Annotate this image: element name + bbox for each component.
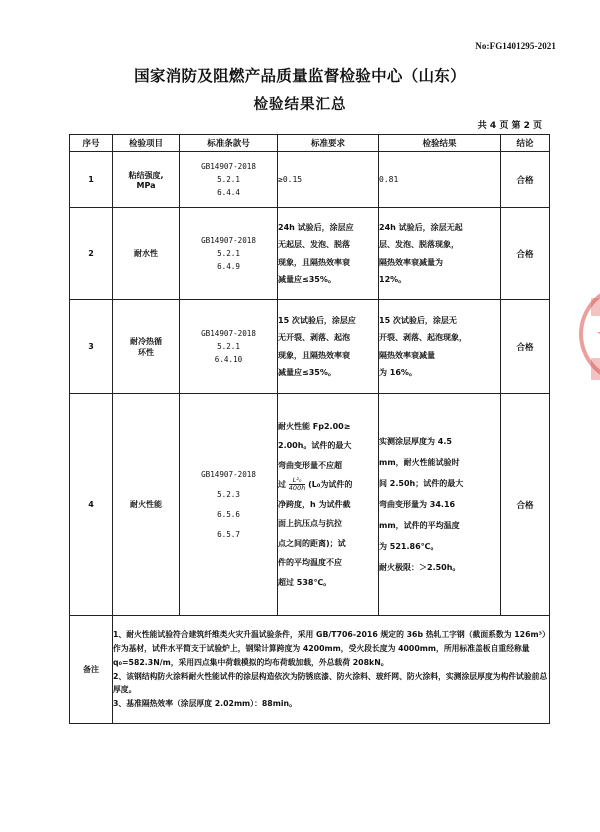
requirement-formula-line xyxy=(278,475,378,495)
result-line: 耐火极限：＞2.50h。 xyxy=(379,563,461,572)
row-verdict: 合格 xyxy=(501,152,550,208)
item-line: 耐火性能 xyxy=(130,500,162,509)
row-result xyxy=(379,208,501,300)
table-row xyxy=(70,394,550,616)
organization-title: 国家消防及阻燃产品质量监督检验中心（山东） xyxy=(134,67,466,85)
row-no: 1 xyxy=(70,152,113,208)
row-item xyxy=(113,208,180,300)
requirement-line: 无开裂、剥落、起泡 xyxy=(278,333,350,342)
item-line: 耐冷热循 xyxy=(130,336,162,346)
table-row xyxy=(70,152,550,208)
deflection-formula xyxy=(289,477,306,492)
header-item: 检验项目 xyxy=(113,135,180,152)
requirement-line: 2.00h。试件的最大 xyxy=(278,441,352,451)
header-result: 检验结果 xyxy=(379,135,501,152)
clause-line: GB14907-2018 xyxy=(201,162,256,171)
row-verdict: 合格 xyxy=(501,208,550,300)
row-clauses xyxy=(180,394,278,616)
clause-line: GB14907-2018 xyxy=(201,469,256,479)
clause-line: 6.4.10 xyxy=(214,355,243,364)
requirement-line: 无起层、发泡、脱落 xyxy=(278,240,350,249)
requirement-line: 点之间的距离)；试 xyxy=(278,538,346,548)
result-line: 实测涂层厚度为 4.5 xyxy=(379,437,452,446)
row-clauses xyxy=(180,208,278,300)
clause-line: 6.4.9 xyxy=(217,262,240,271)
result-line: mm，耐火性能试验时 xyxy=(379,458,460,467)
row-item xyxy=(113,300,180,394)
table-row xyxy=(70,208,550,300)
row-requirement xyxy=(278,208,379,300)
result-line: 0.81 xyxy=(379,174,399,184)
document-title: 检验结果汇总 xyxy=(253,97,347,113)
requirement-line: 15 次试验后，涂层应 xyxy=(278,315,356,325)
row-requirement xyxy=(278,394,379,616)
remark-item: 3、基准隔热效率（涂层厚度 2.02mm）：88min。 xyxy=(113,699,297,709)
requirement-line: 24h 试验后，涂层应 xyxy=(278,222,354,232)
report-number: No:FG1401295-2021 xyxy=(475,41,556,51)
result-line: 开裂、剥落、起泡现象， xyxy=(379,333,467,342)
official-seal-stamp xyxy=(577,262,600,412)
requirement-line: 件的平均温度不应 xyxy=(278,558,342,568)
clause-line: 5.2.1 xyxy=(217,249,240,258)
row-item xyxy=(113,394,180,616)
requirement-line: 耐火性能 Fp2.00≥ xyxy=(278,421,351,431)
row-verdict: 合格 xyxy=(501,394,550,616)
row-no: 3 xyxy=(70,300,113,394)
clause-line: 6.5.7 xyxy=(217,529,240,539)
row-no: 4 xyxy=(70,394,113,616)
clause-line: 5.2.1 xyxy=(217,342,240,351)
result-line: 间 2.50h；试件的最大 xyxy=(379,479,464,488)
remark-item: 2、该钢结构防火涂料耐火性能试件的涂层构造依次为防锈底漆、防火涂料、玻纤网、防火涂料，实测涂层厚度为构件试验前总厚度。 xyxy=(113,671,548,695)
row-requirement xyxy=(278,300,379,394)
header-verdict: 结论 xyxy=(501,135,550,152)
item-line: 粘结强度, xyxy=(128,170,164,180)
result-line: 隔热效率衰减量 xyxy=(379,350,435,360)
clause-line: GB14907-2018 xyxy=(201,236,256,245)
requirement-line: 超过 538℃。 xyxy=(278,577,332,587)
requirement-line: 面上抗压点与抗拉 xyxy=(278,519,342,529)
page-info: 共 4 页 第 2 页 xyxy=(477,121,542,131)
formula-suffix: (L₀为试件的 xyxy=(308,480,353,490)
header-no: 序号 xyxy=(70,135,113,152)
remark-item: 1、耐火性能试验符合建筑纤维类火灾升温试验条件，采用 GB/T706-2016 规定的 36b 热轧工字钢（截面系数为 126m³）作为基材，试件水平简支于试验炉上，钢梁计算跨度为 4200mm，受火段长度为 4000mm，所用标准盖板自重经称量 q₀=582.3N/m，采用四点集中荷载模拟的均布荷载加载，外总载荷 208kN。 xyxy=(113,630,546,667)
clause-line: 5.2.3 xyxy=(217,489,240,499)
result-line: 为 521.86℃。 xyxy=(379,542,439,551)
results-table xyxy=(69,134,550,724)
formula-numerator: L²₀ xyxy=(289,477,306,485)
result-line: mm，试件的平均温度 xyxy=(379,521,460,530)
row-clauses xyxy=(180,152,278,208)
row-result xyxy=(379,300,501,394)
result-line: 24h 试验后，涂层无起 xyxy=(379,222,463,232)
row-no: 2 xyxy=(70,208,113,300)
remarks-row xyxy=(70,616,550,724)
item-line: 环性 xyxy=(138,347,154,357)
remarks-content xyxy=(113,616,550,724)
clause-line: 5.2.1 xyxy=(217,175,240,184)
row-result xyxy=(379,394,501,616)
formula-denominator: 400h xyxy=(288,484,306,493)
requirement-line: 净跨度，h 为试件截 xyxy=(278,499,351,509)
formula-prefix: 过 xyxy=(278,480,286,490)
result-line: 弯曲变形量为 34.16 xyxy=(379,500,456,509)
item-line: MPa xyxy=(136,180,156,190)
result-line: 12%。 xyxy=(379,275,407,284)
requirement-line: 现象，且隔热效率衰 xyxy=(278,350,350,360)
requirement-line: 减量应≤35%。 xyxy=(278,275,336,284)
row-result xyxy=(379,152,501,208)
remarks-label: 备注 xyxy=(70,616,113,724)
clause-line: GB14907-2018 xyxy=(201,329,256,338)
clause-line: 6.5.6 xyxy=(217,509,240,519)
result-line: 层、发泡、脱落现象， xyxy=(379,240,459,249)
header-requirement: 标准要求 xyxy=(278,135,379,152)
requirement-line: 现象，且隔热效率衰 xyxy=(278,257,350,267)
table-row xyxy=(70,300,550,394)
row-item xyxy=(113,152,180,208)
result-line: 为 16%。 xyxy=(379,368,417,377)
table-header-row xyxy=(70,135,550,152)
requirement-line: 减量应≤35%。 xyxy=(278,368,336,377)
header-clause: 标准条款号 xyxy=(180,135,278,152)
item-line: 耐水性 xyxy=(134,249,158,258)
clause-line: 6.4.4 xyxy=(217,188,240,197)
result-line: 15 次试验后，涂层无 xyxy=(379,315,457,325)
requirement-line: ≥0.15 xyxy=(278,174,303,184)
row-verdict: 合格 xyxy=(501,300,550,394)
requirement-line: 弯曲变形量不应超 xyxy=(278,460,342,470)
result-line: 隔热效率衰减量为 xyxy=(379,257,443,267)
row-clauses xyxy=(180,300,278,394)
row-requirement xyxy=(278,152,379,208)
